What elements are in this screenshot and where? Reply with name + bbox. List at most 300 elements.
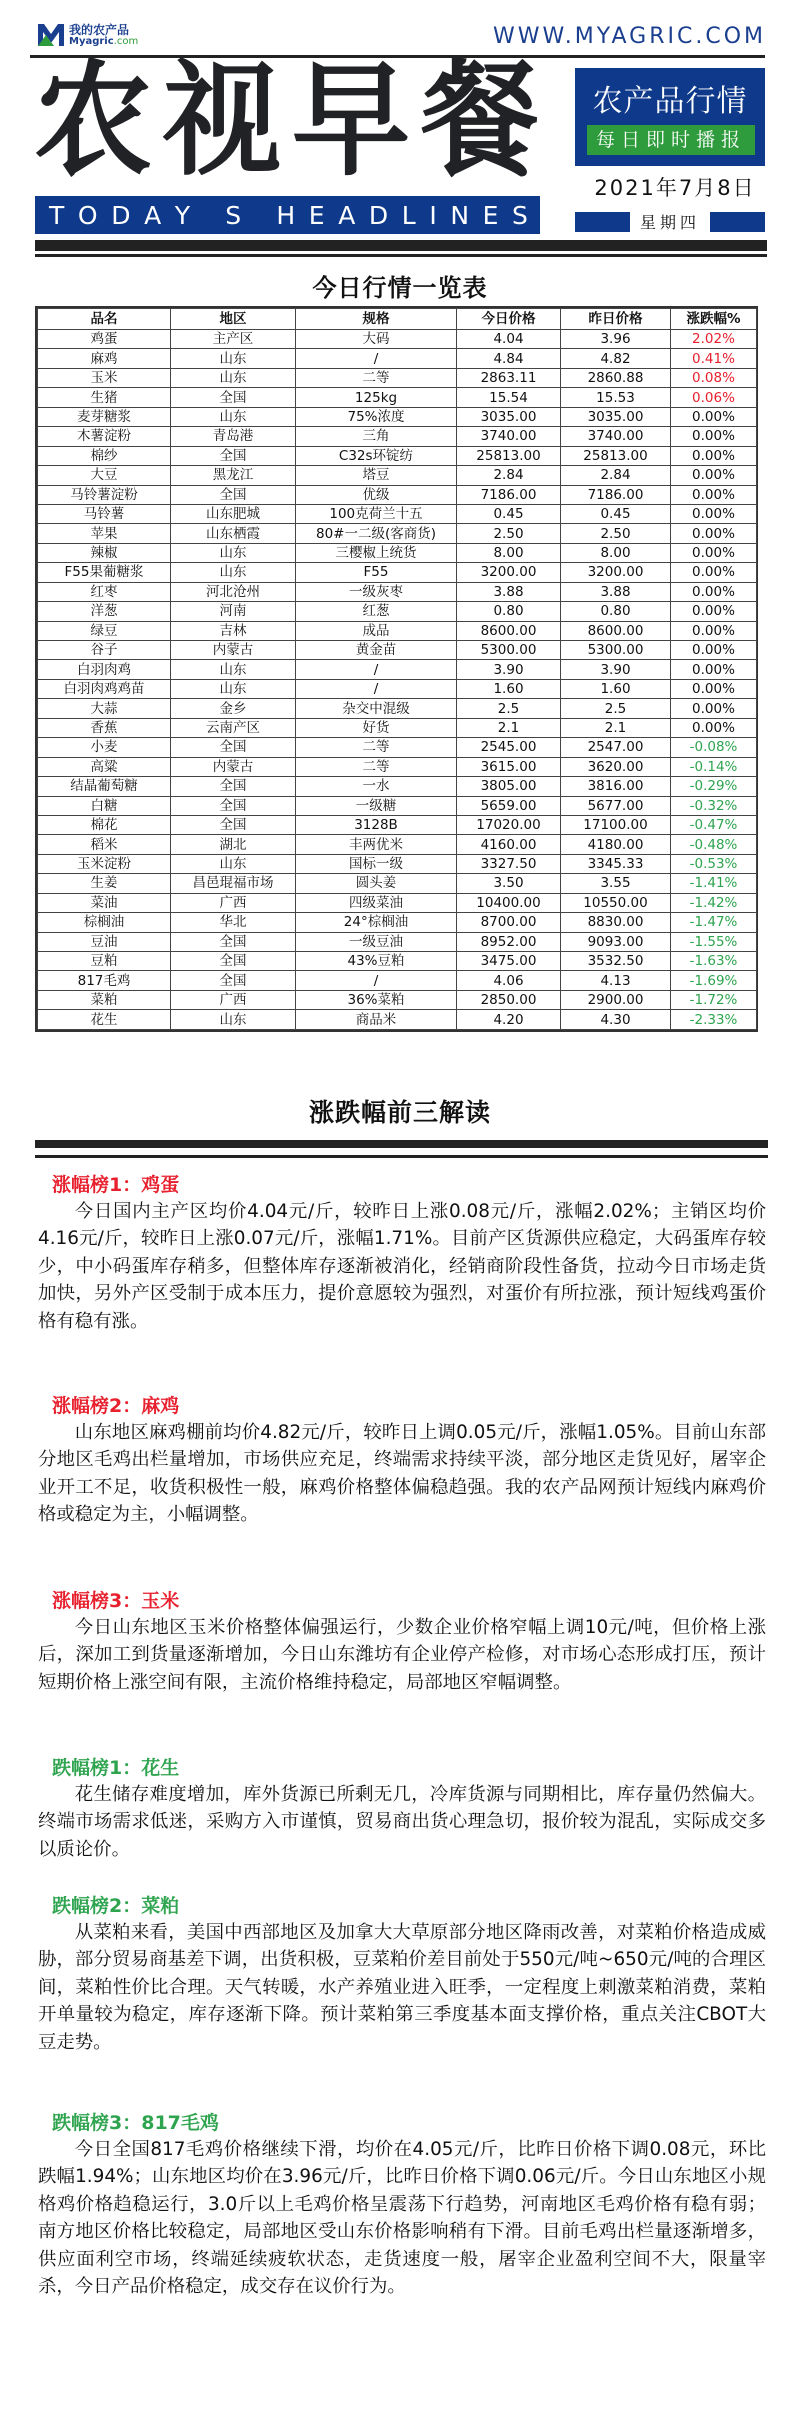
issue-date: 2021年7月8日: [594, 176, 756, 200]
table-row: [38, 990, 757, 1009]
analysis-item-body: 今日山东地区玉米价格整体偏强运行，少数企业价格窄幅上调10元/吨，但价格上涨后，深加工到货量逐渐增加，今日山东潍坊有企业停产检修，对市场心态形成打压，预计短期价格上涨空间有限，主流价格维持稳定，局部地区窄幅调整。: [38, 1617, 766, 1693]
cell-name: 鸡蛋: [38, 330, 171, 349]
masthead-char: 餐: [420, 47, 539, 193]
cell-region: 内蒙古: [171, 641, 296, 660]
cell-name: 白羽肉鸡: [38, 660, 171, 679]
cell-name: 白糖: [38, 796, 171, 815]
cell-region: 山东: [171, 543, 296, 562]
cell-spec: 一级糖: [296, 796, 457, 815]
cell-yesterday: 2.1: [561, 718, 671, 737]
cell-name: 香蕉: [38, 718, 171, 737]
cell-yesterday: 10550.00: [561, 893, 671, 912]
headline-letter: O: [77, 200, 98, 230]
cell-region: 华北: [171, 913, 296, 932]
badge-title: 农产品行情: [592, 84, 748, 119]
cell-today: 3.90: [457, 660, 561, 679]
analysis-item: [38, 2110, 766, 2300]
cell-name: 马铃薯淀粉: [38, 485, 171, 504]
headline-letter: E: [308, 200, 325, 230]
col-header-yesterday: 昨日价格: [561, 309, 671, 330]
cell-spec: 一水: [296, 777, 457, 796]
cell-today: 3.88: [457, 582, 561, 601]
cell-today: 3475.00: [457, 952, 561, 971]
headline-letter: A: [338, 200, 356, 230]
cell-today: 4.20: [457, 1010, 561, 1029]
table-row: [38, 679, 757, 698]
logo-cn-text: 我的农产品: [69, 22, 130, 37]
cell-today: 5659.00: [457, 796, 561, 815]
cell-yesterday: 3.55: [561, 874, 671, 893]
cell-change: 0.00%: [671, 563, 757, 582]
cell-spec: 三角: [296, 427, 457, 446]
cell-name: 红枣: [38, 582, 171, 601]
cell-region: 昌邑琨福市场: [171, 874, 296, 893]
cell-yesterday: 3740.00: [561, 427, 671, 446]
table-row: [38, 815, 757, 834]
cell-name: 木薯淀粉: [38, 427, 171, 446]
cell-yesterday: 8830.00: [561, 913, 671, 932]
cell-region: 黑龙江: [171, 466, 296, 485]
cell-region: 全国: [171, 815, 296, 834]
table-row: [38, 563, 757, 582]
table-row: [38, 796, 757, 815]
cell-name: 高粱: [38, 757, 171, 776]
cell-spec: 80#一二级(客商货): [296, 524, 457, 543]
cell-region: 山东: [171, 563, 296, 582]
cell-yesterday: 2860.88: [561, 368, 671, 387]
cell-region: 全国: [171, 796, 296, 815]
cell-change: -0.32%: [671, 796, 757, 815]
cell-change: -0.14%: [671, 757, 757, 776]
cell-name: 棉纱: [38, 446, 171, 465]
analysis-item: [38, 1893, 766, 2056]
cell-today: 3200.00: [457, 563, 561, 582]
cell-today: 8600.00: [457, 621, 561, 640]
cell-yesterday: 3.96: [561, 330, 671, 349]
table-row: [38, 621, 757, 640]
cell-today: 10400.00: [457, 893, 561, 912]
headline-letter: S: [512, 200, 528, 230]
cell-change: -1.42%: [671, 893, 757, 912]
cell-yesterday: 4180.00: [561, 835, 671, 854]
cell-region: 山东栖霞: [171, 524, 296, 543]
headline-letter: A: [144, 200, 162, 230]
weekday-label: 星期四: [639, 213, 700, 232]
headline-letter: N: [450, 200, 470, 230]
cell-today: 0.45: [457, 504, 561, 523]
cell-yesterday: 15.53: [561, 388, 671, 407]
cell-change: -0.53%: [671, 854, 757, 873]
cell-spec: 大码: [296, 330, 457, 349]
cell-region: 广西: [171, 990, 296, 1009]
cell-name: 生猪: [38, 388, 171, 407]
col-header-spec: 规格: [296, 309, 457, 330]
cell-change: 0.00%: [671, 699, 757, 718]
masthead-title: [34, 47, 539, 193]
cell-region: 全国: [171, 932, 296, 951]
cell-spec: /: [296, 971, 457, 990]
headline-letter: H: [276, 200, 296, 230]
cell-yesterday: 4.30: [561, 1010, 671, 1029]
analysis-title: 涨跌幅前三解读: [308, 1098, 491, 1127]
cell-region: 全国: [171, 971, 296, 990]
cell-change: 0.00%: [671, 485, 757, 504]
headline-letter: T: [49, 200, 65, 230]
cell-name: 稻米: [38, 835, 171, 854]
cell-today: 7186.00: [457, 485, 561, 504]
table-row: [38, 524, 757, 543]
col-header-change: 涨跌幅%: [671, 309, 757, 330]
table-header-row: [38, 309, 757, 330]
cell-today: 2.84: [457, 466, 561, 485]
todays-headlines-banner: [35, 196, 540, 234]
analysis-item-title: 跌幅榜2：菜粕: [52, 1895, 180, 1917]
cell-region: 青岛港: [171, 427, 296, 446]
analysis-item: [38, 1588, 766, 1696]
analysis-item-body: 今日全国817毛鸡价格继续下滑，均价在4.05元/斤，比昨日价格下调0.08元，环比跌幅1.94%；山东地区均价在3.96元/斤，比昨日价格下调0.06元/斤。今日山东地区小规格鸡价格趋稳运行，3.0斤以上毛鸡价格呈震荡下行趋势，河南地区毛鸡价格有稳有弱；南方地区价格比较稳定，局部地区受山东价格影响稍有下滑。目前毛鸡出栏量逐渐增多，供应面利空市场，终端延续疲软状态，走货速度一般，屠宰企业盈利空间不大，限量宰杀，今日产品价格稳定，成交存在议价行为。: [38, 2139, 766, 2298]
analysis-item-title: 跌幅榜3：817毛鸡: [52, 2112, 219, 2134]
cell-today: 3615.00: [457, 757, 561, 776]
cell-name: 马铃薯: [38, 504, 171, 523]
cell-today: 3.50: [457, 874, 561, 893]
cell-spec: 圆头姜: [296, 874, 457, 893]
analysis-item: [38, 1755, 766, 1863]
table-row: [38, 641, 757, 660]
cell-yesterday: 7186.00: [561, 485, 671, 504]
cell-name: F55果葡糖浆: [38, 563, 171, 582]
table-row: [38, 660, 757, 679]
cell-region: 山东: [171, 349, 296, 368]
cell-change: -0.48%: [671, 835, 757, 854]
cell-region: 全国: [171, 485, 296, 504]
cell-today: 8700.00: [457, 913, 561, 932]
cell-today: 2545.00: [457, 738, 561, 757]
cell-change: 0.00%: [671, 446, 757, 465]
cell-name: 白羽肉鸡鸡苗: [38, 679, 171, 698]
cell-spec: 丰两优米: [296, 835, 457, 854]
cell-name: 谷子: [38, 641, 171, 660]
logo-mark-icon: [37, 21, 65, 49]
table-row: [38, 349, 757, 368]
cell-today: 4.06: [457, 971, 561, 990]
cell-region: 山东: [171, 854, 296, 873]
cell-spec: 125kg: [296, 388, 457, 407]
cell-spec: 75%浓度: [296, 407, 457, 426]
masthead-char: 视: [162, 47, 281, 193]
cell-spec: 43%豆粕: [296, 952, 457, 971]
cell-change: 0.00%: [671, 582, 757, 601]
cell-name: 小麦: [38, 738, 171, 757]
cell-today: 4.04: [457, 330, 561, 349]
cell-yesterday: 2900.00: [561, 990, 671, 1009]
market-table: [35, 306, 758, 1032]
col-header-today: 今日价格: [457, 309, 561, 330]
analysis-item-title: 涨幅榜3：玉米: [52, 1590, 180, 1612]
col-header-name: 品名: [38, 309, 171, 330]
cell-change: -1.63%: [671, 952, 757, 971]
cell-change: -1.41%: [671, 874, 757, 893]
cell-yesterday: 3816.00: [561, 777, 671, 796]
cell-change: 0.00%: [671, 679, 757, 698]
table-row: [38, 330, 757, 349]
cell-spec: 24°棕榈油: [296, 913, 457, 932]
analysis-item-body: 山东地区麻鸡棚前均价4.82元/斤，较昨日上调0.05元/斤，涨幅1.05%。目前山东部分地区毛鸡出栏量增加，市场供应充足，终端需求持续平淡，部分地区走货见好，屠宰企业开工不足，收货积极性一般，麻鸡价格整体偏稳趋强。我的农产品网预计短线内麻鸡价格或稳定为主，小幅调整。: [38, 1422, 766, 1526]
cell-region: 山东: [171, 1010, 296, 1029]
cell-region: 吉林: [171, 621, 296, 640]
table-row: [38, 952, 757, 971]
table-row: [38, 427, 757, 446]
cell-name: 生姜: [38, 874, 171, 893]
cell-spec: 36%菜粕: [296, 990, 457, 1009]
cell-name: 大蒜: [38, 699, 171, 718]
cell-today: 2.1: [457, 718, 561, 737]
cell-region: 金乡: [171, 699, 296, 718]
analysis-item-title: 跌幅榜1：花生: [52, 1757, 180, 1779]
cell-change: -0.08%: [671, 738, 757, 757]
cell-name: 麻鸡: [38, 349, 171, 368]
cell-change: -0.47%: [671, 815, 757, 834]
cell-region: 云南产区: [171, 718, 296, 737]
cell-spec: 杂交中混级: [296, 699, 457, 718]
cell-change: 0.41%: [671, 349, 757, 368]
cell-name: 菜粕: [38, 990, 171, 1009]
analysis-item-title: 涨幅榜1：鸡蛋: [52, 1174, 180, 1196]
table-row: [38, 1010, 757, 1029]
cell-name: 大豆: [38, 466, 171, 485]
cell-today: 3805.00: [457, 777, 561, 796]
cell-change: 0.00%: [671, 407, 757, 426]
cell-name: 棉花: [38, 815, 171, 834]
cell-region: 全国: [171, 777, 296, 796]
cell-spec: 100克荷兰十五: [296, 504, 457, 523]
cell-today: 3327.50: [457, 854, 561, 873]
cell-spec: 二等: [296, 757, 457, 776]
cell-region: 内蒙古: [171, 757, 296, 776]
cell-change: 0.00%: [671, 466, 757, 485]
site-url: WWW.MYAGRIC.COM: [493, 24, 766, 49]
logo-en-text: Myagric.com: [69, 35, 139, 47]
analysis-item: [38, 1393, 766, 1529]
weekday-bar-left: [575, 212, 630, 232]
cell-region: 湖北: [171, 835, 296, 854]
cell-today: 2.5: [457, 699, 561, 718]
table-row: [38, 543, 757, 562]
cell-spec: F55: [296, 563, 457, 582]
header-thin-divider: [35, 254, 767, 257]
cell-today: 2.50: [457, 524, 561, 543]
cell-yesterday: 8600.00: [561, 621, 671, 640]
analysis-item-body: 今日国内主产区均价4.04元/斤，较昨日上涨0.08元/斤，涨幅2.02%；主销区均价4.16元/斤，较昨日上涨0.07元/斤，涨幅1.71%。目前产区货源供应稳定，大码蛋库存较少，中小码蛋库存稍多，但整体库存逐渐被消化，经销商阶段性备货，拉动今日市场走货加快，另外产区受制于成本压力，提价意愿较为强烈，对蛋价有所拉涨，预计短线鸡蛋价格有稳有涨。: [38, 1201, 766, 1332]
cell-name: 花生: [38, 1010, 171, 1029]
cell-yesterday: 2.84: [561, 466, 671, 485]
headline-letter: S: [225, 200, 242, 230]
cell-change: -0.29%: [671, 777, 757, 796]
col-header-region: 地区: [171, 309, 296, 330]
cell-name: 菜油: [38, 893, 171, 912]
cell-yesterday: 0.45: [561, 504, 671, 523]
cell-yesterday: 3.88: [561, 582, 671, 601]
cell-name: 苹果: [38, 524, 171, 543]
cell-today: 2863.11: [457, 368, 561, 387]
cell-name: 豆油: [38, 932, 171, 951]
cell-yesterday: 3035.00: [561, 407, 671, 426]
badge-subtitle: 每日即时播报: [587, 125, 755, 155]
table-row: [38, 602, 757, 621]
cell-yesterday: 5300.00: [561, 641, 671, 660]
cell-spec: 二等: [296, 738, 457, 757]
headline-letter: E: [482, 200, 499, 230]
cell-yesterday: 1.60: [561, 679, 671, 698]
table-row: [38, 388, 757, 407]
analysis-item-body: 花生储存难度增加，库外货源已所剩无几，冷库货源与同期相比，库存量仍然偏大。终端市场需求低迷，采购方入市谨慎，贸易商出货心理急切，报价较为混乱，实际成交多以质论价。: [38, 1784, 766, 1860]
table-row: [38, 874, 757, 893]
table-row: [38, 504, 757, 523]
cell-region: 全国: [171, 738, 296, 757]
cell-name: 结晶葡萄糖: [38, 777, 171, 796]
table-row: [38, 777, 757, 796]
cell-today: 4.84: [457, 349, 561, 368]
cell-yesterday: 17100.00: [561, 815, 671, 834]
cell-name: 绿豆: [38, 621, 171, 640]
table-row: [38, 368, 757, 387]
cell-today: 0.80: [457, 602, 561, 621]
cell-change: 0.00%: [671, 718, 757, 737]
cell-yesterday: 3532.50: [561, 952, 671, 971]
cell-today: 3035.00: [457, 407, 561, 426]
cell-spec: 黄金苗: [296, 641, 457, 660]
cell-name: 817毛鸡: [38, 971, 171, 990]
cell-change: 0.00%: [671, 543, 757, 562]
cell-today: 8952.00: [457, 932, 561, 951]
masthead-char: 农: [34, 47, 153, 193]
cell-change: 0.00%: [671, 524, 757, 543]
cell-region: 全国: [171, 952, 296, 971]
brand-logo: [37, 20, 157, 50]
cell-change: 0.06%: [671, 388, 757, 407]
cell-spec: 红葱: [296, 602, 457, 621]
header-thick-divider: [35, 240, 767, 251]
cell-change: 0.08%: [671, 368, 757, 387]
headline-letter: Y: [174, 200, 191, 230]
cell-region: 山东: [171, 407, 296, 426]
cell-spec: 成品: [296, 621, 457, 640]
cell-today: 4160.00: [457, 835, 561, 854]
cell-spec: 商品米: [296, 1010, 457, 1029]
masthead-char: 早: [291, 47, 410, 193]
cell-yesterday: 0.80: [561, 602, 671, 621]
cell-change: -1.55%: [671, 932, 757, 951]
table-row: [38, 718, 757, 737]
cell-yesterday: 2547.00: [561, 738, 671, 757]
cell-yesterday: 3.90: [561, 660, 671, 679]
cell-today: 25813.00: [457, 446, 561, 465]
cell-yesterday: 5677.00: [561, 796, 671, 815]
cell-spec: C32s环锭纺: [296, 446, 457, 465]
table-row: [38, 699, 757, 718]
cell-region: 广西: [171, 893, 296, 912]
cell-today: 15.54: [457, 388, 561, 407]
cell-yesterday: 2.50: [561, 524, 671, 543]
cell-region: 河北沧州: [171, 582, 296, 601]
headline-letter: D: [111, 200, 131, 230]
analysis-thick-divider: [35, 1140, 768, 1148]
cell-spec: 三樱椒上统货: [296, 543, 457, 562]
cell-change: -1.47%: [671, 913, 757, 932]
cell-today: 5300.00: [457, 641, 561, 660]
cell-change: 0.00%: [671, 602, 757, 621]
cell-spec: 二等: [296, 368, 457, 387]
table-row: [38, 854, 757, 873]
cell-region: 全国: [171, 388, 296, 407]
cell-spec: /: [296, 349, 457, 368]
table-row: [38, 835, 757, 854]
cell-today: 2850.00: [457, 990, 561, 1009]
cell-yesterday: 3345.33: [561, 854, 671, 873]
cell-change: 0.00%: [671, 427, 757, 446]
cell-yesterday: 25813.00: [561, 446, 671, 465]
cell-region: 山东肥城: [171, 504, 296, 523]
cell-name: 玉米: [38, 368, 171, 387]
cell-region: 山东: [171, 660, 296, 679]
cell-spec: 四级菜油: [296, 893, 457, 912]
headline-letter: D: [368, 200, 389, 230]
cell-yesterday: 4.82: [561, 349, 671, 368]
cell-today: 17020.00: [457, 815, 561, 834]
table-row: [38, 407, 757, 426]
table-row: [38, 485, 757, 504]
cell-change: 0.00%: [671, 504, 757, 523]
table-row: [38, 446, 757, 465]
cell-spec: 一级灰枣: [296, 582, 457, 601]
cell-region: 山东: [171, 679, 296, 698]
cell-name: 棕榈油: [38, 913, 171, 932]
weekday-row: [575, 212, 765, 232]
cell-name: 辣椒: [38, 543, 171, 562]
cell-change: -1.72%: [671, 990, 757, 1009]
table-row: [38, 971, 757, 990]
cell-yesterday: 9093.00: [561, 932, 671, 951]
cell-today: 1.60: [457, 679, 561, 698]
cell-yesterday: 8.00: [561, 543, 671, 562]
cell-change: 0.00%: [671, 660, 757, 679]
cell-change: 2.02%: [671, 330, 757, 349]
table-row: [38, 893, 757, 912]
cell-region: 全国: [171, 446, 296, 465]
cell-spec: /: [296, 660, 457, 679]
cell-today: 3740.00: [457, 427, 561, 446]
market-badge: [575, 68, 765, 166]
cell-name: 豆粕: [38, 952, 171, 971]
headline-letter: L: [401, 200, 416, 230]
market-table-title: 今日行情一览表: [312, 274, 488, 302]
table-row: [38, 932, 757, 951]
cell-spec: 一级豆油: [296, 932, 457, 951]
table-row: [38, 466, 757, 485]
table-row: [38, 757, 757, 776]
cell-today: 8.00: [457, 543, 561, 562]
cell-change: 0.00%: [671, 621, 757, 640]
weekday-bar-right: [710, 212, 765, 232]
headline-letter: I: [429, 200, 437, 230]
cell-yesterday: 2.5: [561, 699, 671, 718]
cell-spec: 塔豆: [296, 466, 457, 485]
table-row: [38, 913, 757, 932]
cell-yesterday: 3620.00: [561, 757, 671, 776]
cell-name: 麦芽糖浆: [38, 407, 171, 426]
cell-name: 洋葱: [38, 602, 171, 621]
cell-yesterday: 4.13: [561, 971, 671, 990]
cell-spec: 3128B: [296, 815, 457, 834]
